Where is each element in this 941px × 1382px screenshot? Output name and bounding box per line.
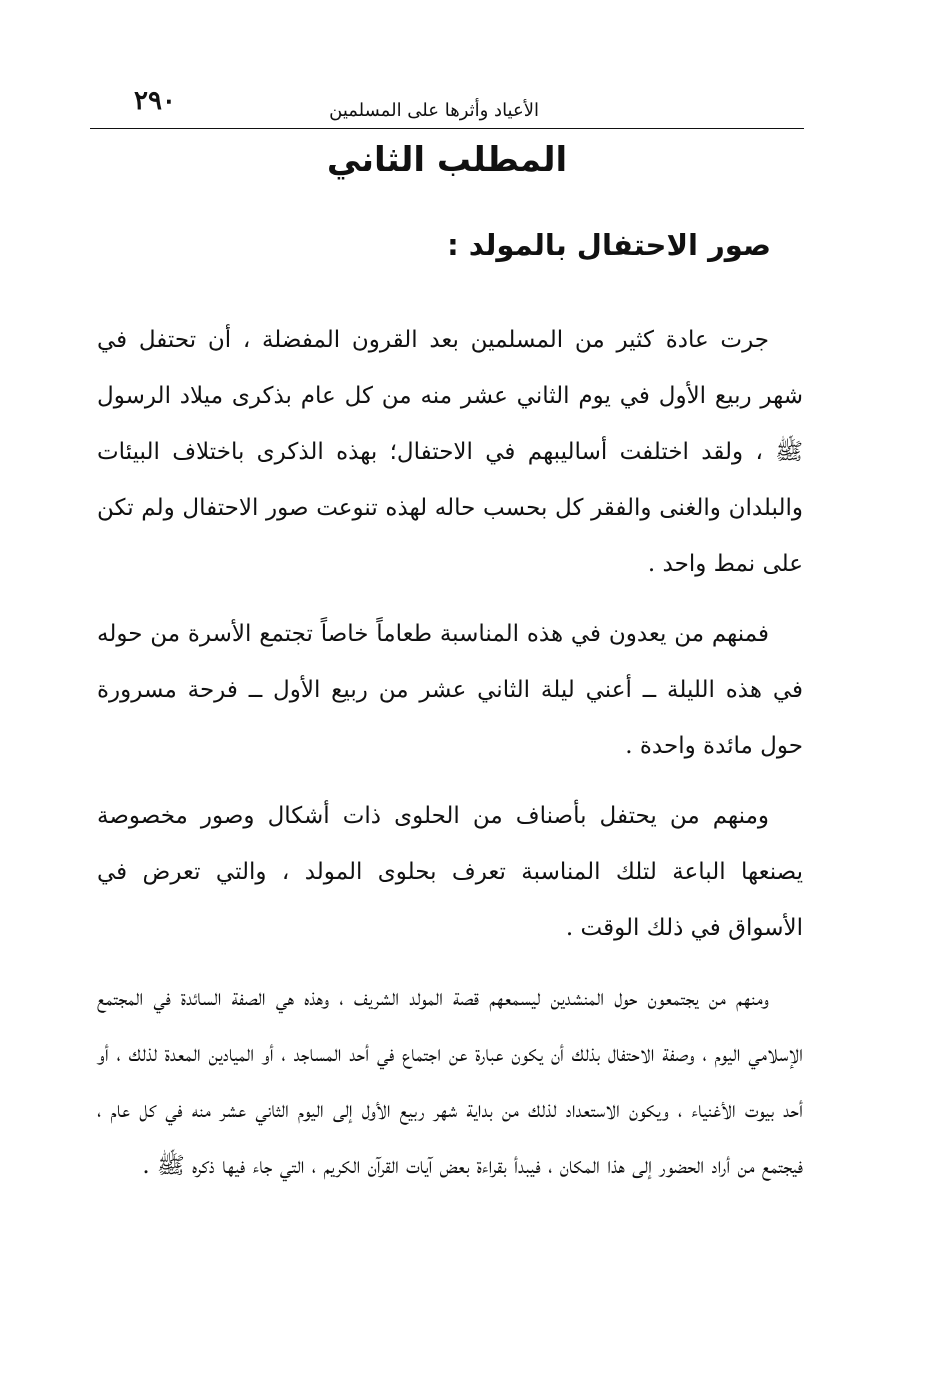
running-title: الأعياد وأثرها على المسلمين xyxy=(329,100,539,121)
paragraph: ومنهم من يجتمعون حول المنشدين ليسمعهم قصة المولد الشريف ، وهذه هي الصفة السائدة في المجتمع الإسلامي اليوم ، وصفة الاحتفال بذلك أن يكون عبارة عن اجتماع في أحد المساجد ، أو الميادين المعدة لذلك ، أو أحد بيوت الأغنياء ، ويكون الاستعداد لذلك من بداية شهر ربيع الأول إلى اليوم الثاني عشر منه في كل عام ، فيجتمع من أراد الحضور إلى هذا المكان ، فيبدأ بقراءة بعض آيات القرآن الكريم ، التي جاء فيها ذكره ﷺ . xyxy=(97,985,803,1179)
paragraph: جرت عادة كثير من المسلمين بعد القرون المفضلة ، أن تحتفل في شهر ربيع الأول في يوم الثاني عشر منه من كل عام بذكرى ميلاد الرسول ﷺ ، ولقد اختلفت أساليبهم في الاحتفال؛ بهذه الذكرى باختلاف البيئات والبلدان والغنى والفقر كل بحسب حاله لهذه تنوعت صور الاحتفال ولم تكن على نمط واحد . xyxy=(97,327,803,577)
section-subheading: صور الاحتفال بالمولد : xyxy=(447,228,771,262)
paragraph: ومنهم من يحتفل بأصناف من الحلوى ذات أشكال وصور مخصوصة يصنعها الباعة لتلك المناسبة تعرف بحلوى المولد ، والتي تعرض في الأسواق في ذلك الوقت . xyxy=(97,803,803,941)
section-title: المطلب الثاني xyxy=(326,140,568,180)
header-divider xyxy=(90,128,804,129)
paragraph: فمنهم من يعدون في هذه المناسبة طعاماً خاصاً تجتمع الأسرة من حوله في هذه الليلة ــ أعني ليلة الثاني عشر من ربيع الأول ــ فرحة مسرورة حول مائدة واحدة . xyxy=(97,621,803,759)
page-number: ٢٩٠ xyxy=(134,86,176,116)
page-header xyxy=(90,86,804,130)
body-text xyxy=(97,312,803,1208)
